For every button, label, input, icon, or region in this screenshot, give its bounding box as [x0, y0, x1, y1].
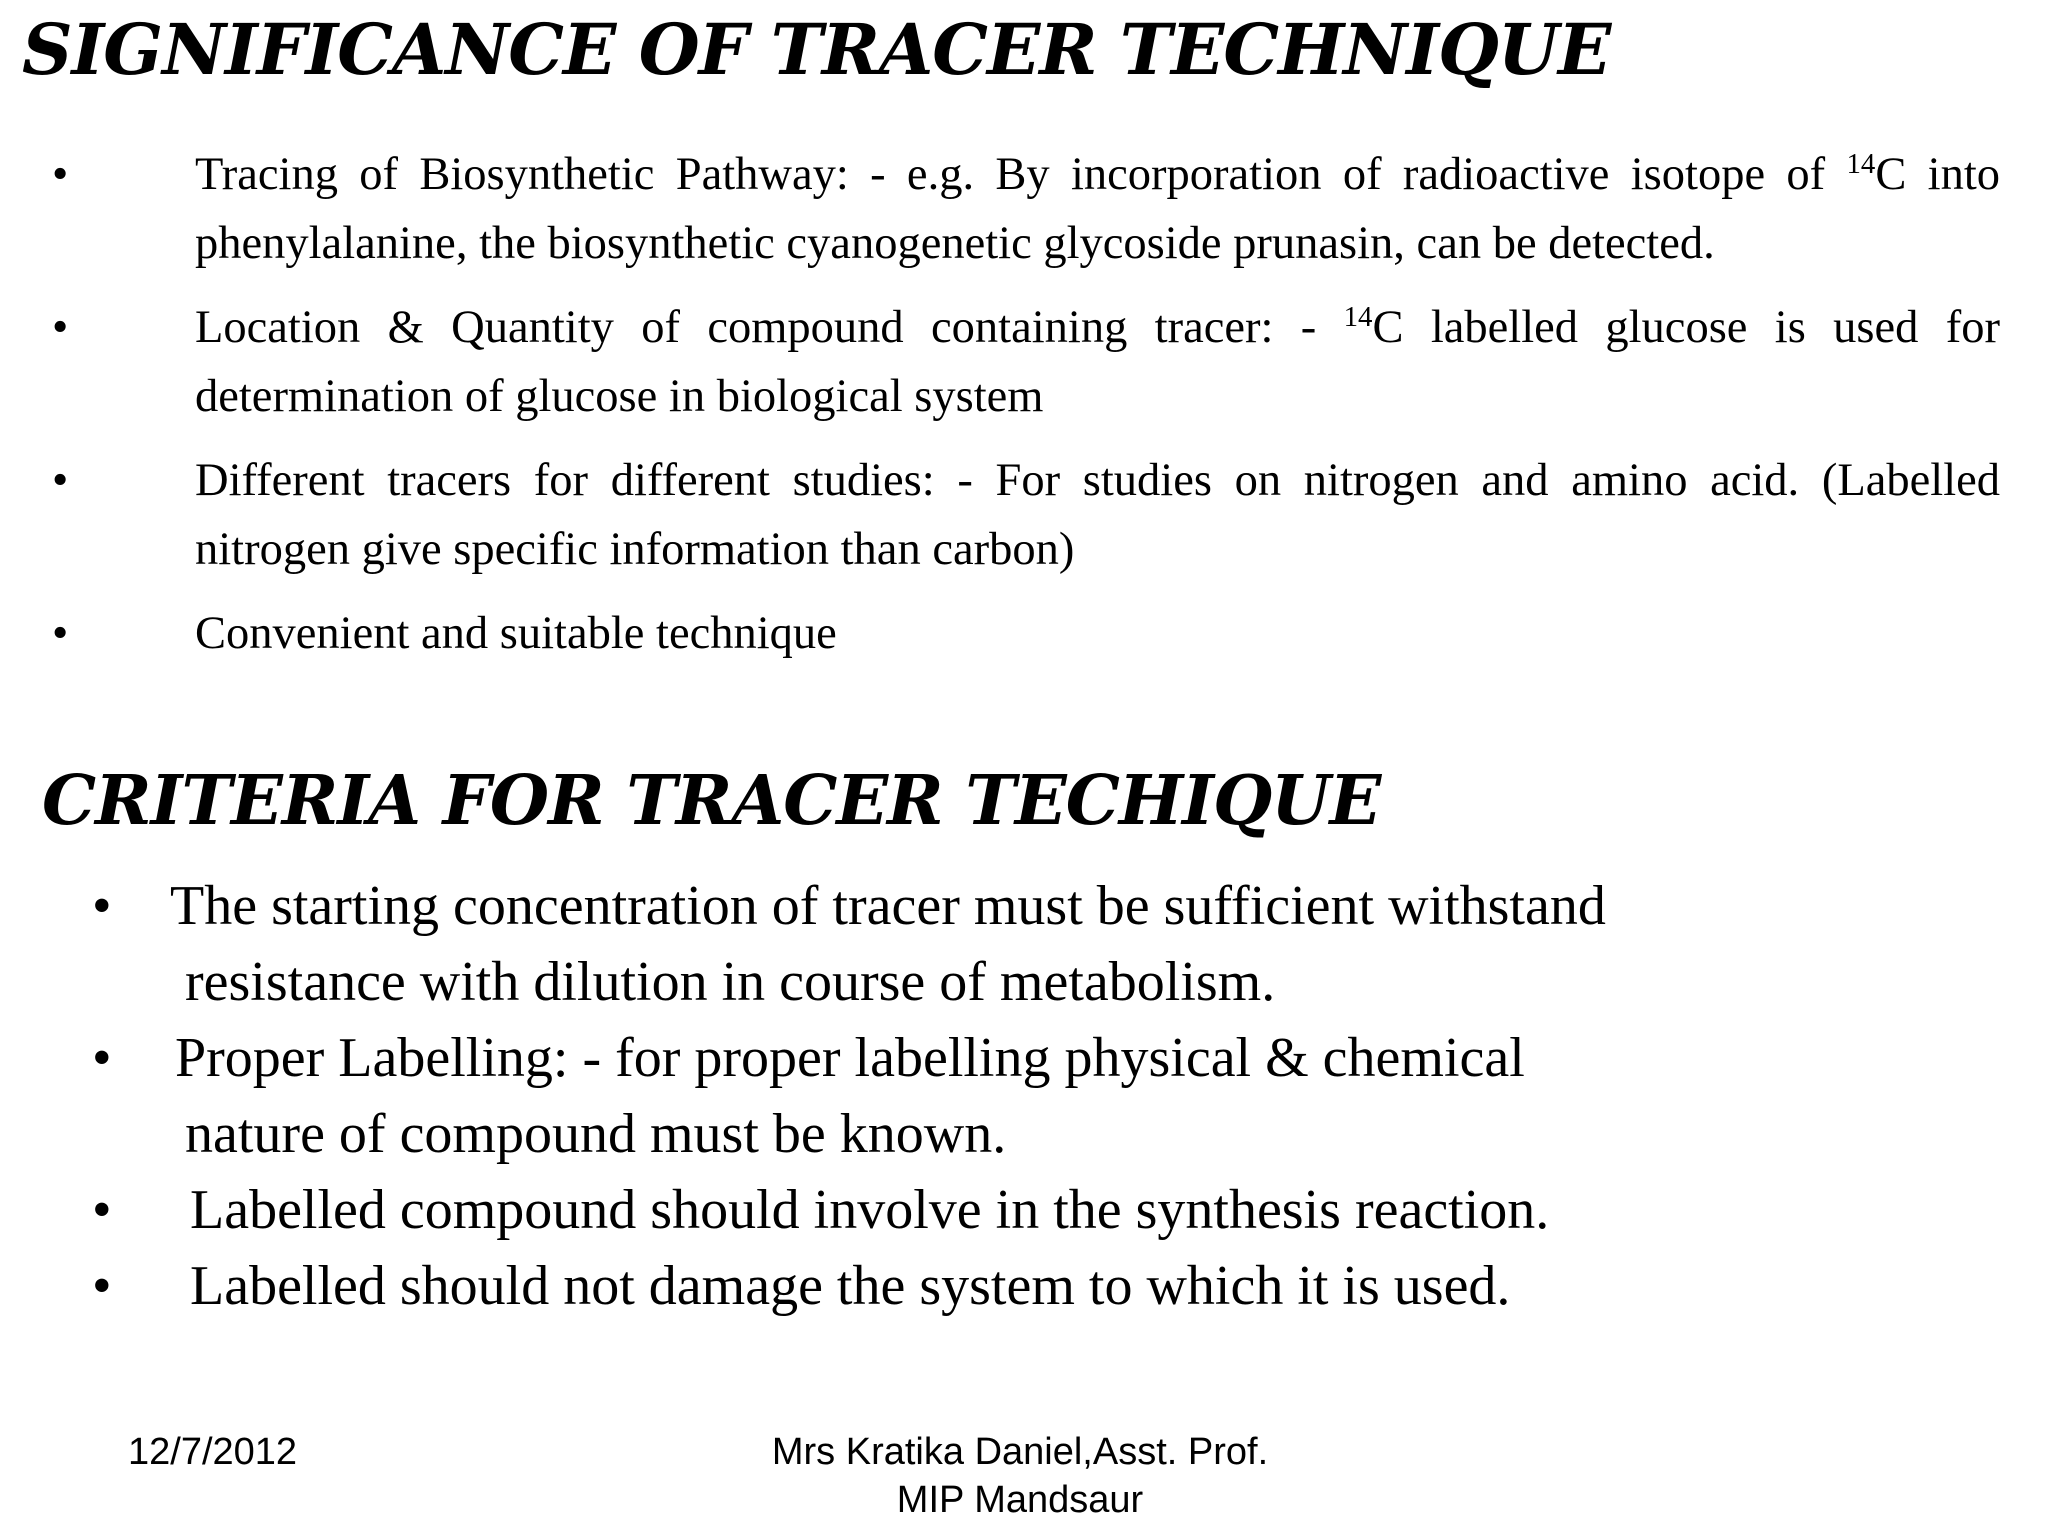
- list-item: [0, 599, 2048, 668]
- item-text-continued: resistance with dilution in course of metabolism.: [185, 951, 1276, 1013]
- bullet: •: [52, 608, 69, 659]
- author-institution: MIP Mandsaur: [896, 1479, 1144, 1521]
- item-text: Proper Labelling: - for proper labelling physical & chemical: [175, 1027, 1525, 1089]
- isotope-superscript: 14: [1343, 301, 1373, 334]
- list-item: [0, 1248, 2048, 1324]
- footer-author: [640, 1428, 1400, 1524]
- item-text: Tracing of Biosynthetic Pathway: - e.g. By incorporation of radioactive isotope of: [195, 149, 1847, 200]
- isotope-superscript: 14: [1846, 148, 1876, 181]
- bullet: •: [92, 1179, 112, 1241]
- list-item: [0, 868, 2048, 1020]
- item-text: Labelled compound should involve in the synthesis reaction.: [190, 1179, 1550, 1241]
- item-text: Labelled should not damage the system to which it is used.: [190, 1255, 1511, 1317]
- list-item: [0, 140, 2048, 278]
- item-text-continued: nature of compound must be known.: [185, 1103, 1007, 1165]
- footer-date: 12/7/2012: [128, 1431, 298, 1473]
- item-text: C labelled glucose is used for determination of glucose in biological system: [195, 302, 2000, 422]
- significance-list: [0, 140, 2048, 683]
- bullet: •: [52, 302, 69, 353]
- bullet: •: [52, 455, 69, 506]
- bullet: •: [52, 149, 69, 200]
- item-text: The starting concentration of tracer must be sufficient withstand: [170, 875, 1606, 937]
- section-heading: CRITERIA FOR TRACER TECHIQUE: [42, 761, 1381, 841]
- item-text: Different tracers for different studies: - For studies on nitrogen and amino acid. (Labelled nitrogen give specific information than carbon): [195, 455, 2000, 575]
- bullet: •: [92, 1255, 112, 1317]
- page-title: SIGNIFICANCE OF TRACER TECHNIQUE: [22, 8, 1611, 91]
- bullet: •: [92, 875, 112, 937]
- item-text: Convenient and suitable technique: [195, 608, 837, 659]
- list-item: [0, 1020, 2048, 1172]
- list-item: [0, 1172, 2048, 1248]
- list-item: [0, 446, 2048, 584]
- bullet: •: [92, 1027, 112, 1089]
- item-text: Location & Quantity of compound containing tracer: -: [195, 302, 1344, 353]
- criteria-list: [0, 868, 2048, 1324]
- item-text: C into phenylalanine, the biosynthetic cyanogenetic glycoside prunasin, can be detected.: [195, 149, 2000, 269]
- author-name: Mrs Kratika Daniel,Asst. Prof.: [771, 1431, 1269, 1473]
- list-item: [0, 293, 2048, 431]
